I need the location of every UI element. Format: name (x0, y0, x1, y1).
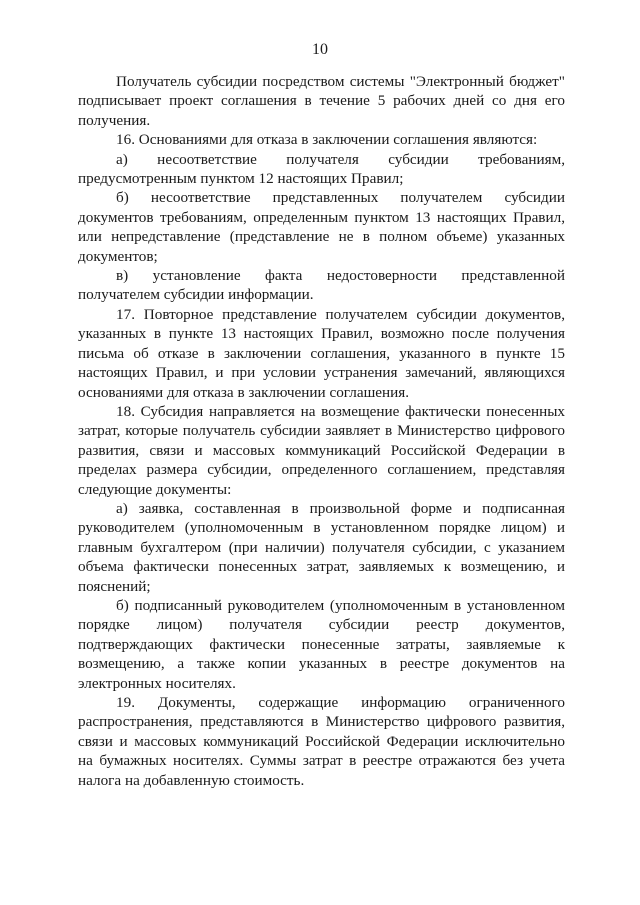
document-body (78, 72, 565, 790)
paragraph-19: 19. Документы, содержащие информацию ограниченного распространения, представляются в Министерство цифрового развития, связи и массовых коммуникаций Российской Федерации исключительно на бумажных носителях. Суммы затрат в реестре отражаются без учета налога на добавленную стоимость. (78, 694, 565, 789)
paragraph-16-refusal-grounds: 16. Основаниями для отказа в заключении соглашения являются: (116, 131, 538, 149)
paragraph-16b: б) несоответствие представленных получателем субсидии документов требованиям, определенным пунктом 13 настоящих Правил, или непредставление (представление не в полном объеме) указанных документов; (78, 189, 565, 265)
paragraph-18a: а) заявка, составленная в произвольной форме и подписанная руководителем (уполномоченным в установленном порядке лицом) и главным бухгалтером (при наличии) получателя субсидии, с указанием объема фактически понесенных затрат, заявляемых к возмещению, и пояснений; (78, 499, 565, 595)
paragraph-17: 17. Повторное представление получателем субсидии документов, указанных в пункте 13 настоящих Правил, возможно после получения письма об отказе в заключении соглашения, указанного в пункте 15 настоящих Правил, и при условии устранения замечаний, являющихся основаниями для отказа в заключении соглашения. (78, 305, 565, 401)
paragraph-16a: а) несоответствие получателя субсидии требованиям, предусмотренным пунктом 12 настоящих Правил; (78, 150, 565, 188)
paragraph-signing-term: Получатель субсидии посредством системы "Электронный бюджет" подписывает проект соглашения в течение 5 рабочих дней со дня его получения. (78, 73, 565, 129)
paragraph-16c: в) установление факта недостоверности представленной получателем субсидии информации. (78, 267, 565, 304)
paragraph-18: 18. Субсидия направляется на возмещение фактически понесенных затрат, которые получатель субсидии заявляет в Министерство цифрового развития, связи и массовых коммуникаций Российской Федерации в пределах размера субсидии, определенного соглашением, представляя следующие документы: (78, 402, 565, 498)
page-number: 10 (312, 41, 328, 58)
paragraph-18b: б) подписанный руководителем (уполномоченным в установленном порядке лицом) получателя субсидии реестр документов, подтверждающих фактически понесенные затраты, заявляемые к возмещению, а также копии указанных в реестре документов на электронных носителях. (78, 596, 565, 692)
